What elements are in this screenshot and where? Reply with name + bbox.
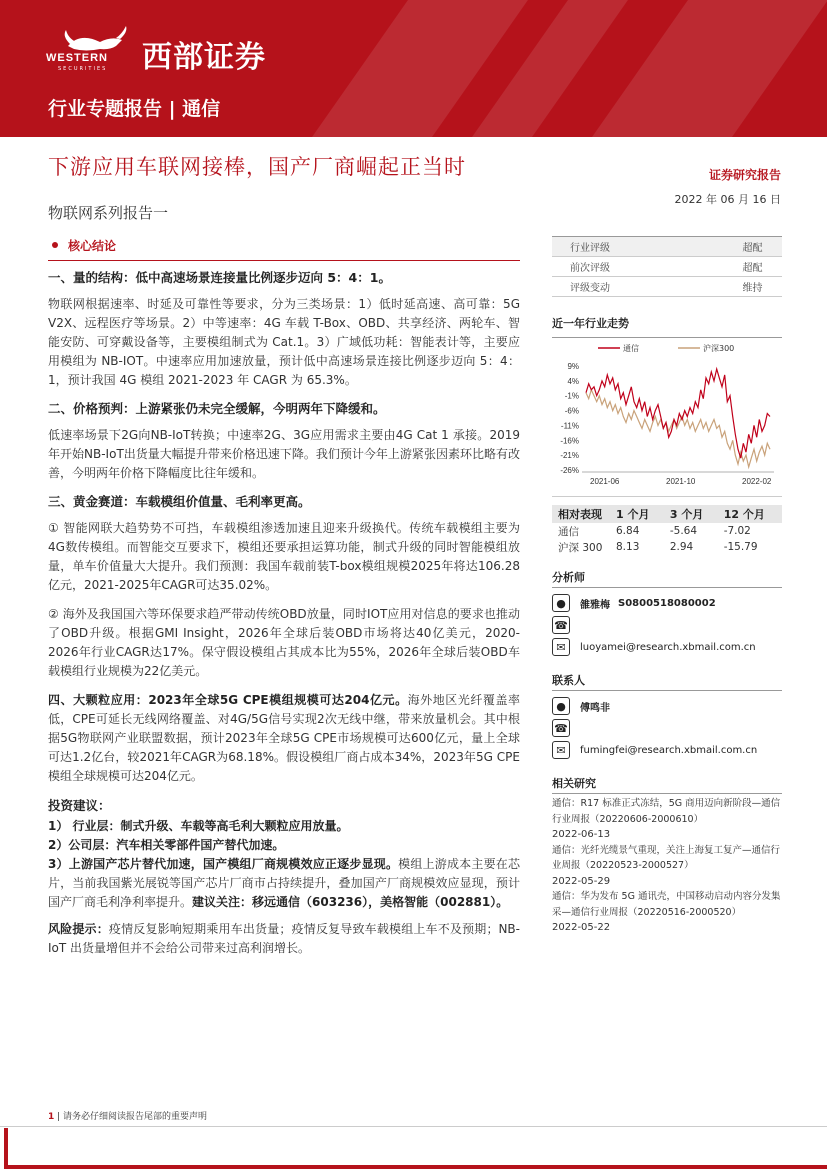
banner-stripe bbox=[592, 0, 827, 137]
related-item[interactable]: 通信：R17 标准正式冻结，5G 商用迈向新阶段—通信行业周报（20220606-2000610） bbox=[552, 798, 781, 825]
related-header: 相关研究 bbox=[552, 775, 782, 794]
heading-3: 三、黄金赛道：车载模组价值量、毛利率更高。 bbox=[48, 494, 311, 509]
phone-icon: ☎ bbox=[552, 616, 570, 634]
contact-name: 傅鸣非 bbox=[580, 702, 610, 714]
performance-header: 12 个月 bbox=[718, 505, 782, 523]
brand-name: 西部证券 bbox=[142, 40, 266, 75]
rating-row bbox=[552, 257, 782, 277]
logo-text: WESTERN bbox=[46, 52, 108, 64]
x-tick-label: 2021-06 bbox=[590, 477, 620, 486]
investment-point-3-head: 3）上游国产芯片替代加速，国产模组厂商规模效应正逐步显现。 bbox=[48, 857, 399, 871]
section-title: 核心结论 bbox=[68, 238, 117, 253]
related-date: 2022-06-13 bbox=[552, 829, 611, 840]
footer-note bbox=[48, 1109, 207, 1122]
rating-value: 超配 bbox=[742, 263, 763, 274]
series-line-csi300 bbox=[586, 390, 770, 467]
investment-point-3-body: 模组上游成本主要在芯片，当前我国紫光展锐等国产芯片厂商市占持续提升，叠加国产厂商规模效应显现，预计国产厂商毛利净利率提升。 bbox=[48, 857, 520, 909]
related-item[interactable]: 通信：华为发布 5G 通讯壳，中国移动启动内容分发集采—通信行业周报（20220516-2000520） bbox=[552, 891, 781, 918]
contact-email-row bbox=[552, 739, 782, 761]
contact-phone-row bbox=[552, 717, 782, 739]
risk-text: 疫情反复影响短期乘用车出货量；疫情反复导致车载模组上车不及预期；NB-IoT 出货量增但并不会给公司带来过高利润增长。 bbox=[48, 922, 520, 955]
y-tick-label: 4% bbox=[567, 376, 579, 386]
y-tick-label: -6% bbox=[564, 406, 579, 416]
divider bbox=[48, 260, 520, 261]
series-line-telecom bbox=[586, 369, 770, 458]
performance-cell: 6.84 bbox=[616, 525, 640, 537]
heading-1: 一、量的结构：低中高速场景连接量比例逐步迈向 5：4：1。 bbox=[48, 270, 391, 285]
performance-table bbox=[552, 505, 782, 555]
performance-cell: -15.79 bbox=[723, 541, 758, 553]
person-icon: ● bbox=[552, 697, 570, 715]
performance-cell: 8.13 bbox=[616, 541, 640, 553]
investment-point-3 bbox=[48, 855, 520, 912]
y-tick-label: -1% bbox=[564, 391, 579, 401]
legend-label: 沪深300 bbox=[703, 344, 735, 353]
paragraph-1: 物联网根据速率、时延及可靠性等要求，分为三类场景：1）低时延高速、高可靠：5G V2X、远程医疗等场景。2）中等速率：4G 车载 T-Box、OBD、共享经济、两轮车、智能安防、可穿戴设备等，主要模组制式为 Cat.1。3）广域低功耗：智能表计等，主要应用模组为 NB-IOT。中速率应用加速放量，预计低中高速场景连接比例逐步迈向 5：4：1，预计我国 4G 模组 2021-2023 年 CAGR 为 65.3%。 bbox=[48, 297, 520, 387]
main-content bbox=[48, 236, 520, 958]
related-list bbox=[552, 796, 782, 936]
risk-label: 风险提示： bbox=[48, 922, 109, 936]
person-icon: ● bbox=[552, 594, 570, 612]
related-date: 2022-05-29 bbox=[552, 875, 611, 887]
risk-note bbox=[48, 920, 520, 958]
investment-recommendation: 建议关注：移远通信（603236），美格智能（002881）。 bbox=[192, 895, 509, 909]
trend-chart-svg bbox=[552, 338, 782, 498]
y-tick-label: -16% bbox=[560, 436, 579, 446]
paragraph-4-text: 海外地区光纤覆盖率低，CPE可延长无线网络覆盖、对4G/5G信号实现2次无线中继，带来放量机会。其中根据5G物联网产业联盟数据，预计2023年全球5G CPE市场规模可达600亿元，量上全球可达1.2亿台，较2021年CAGR为68.18%。假设模组厂商占成本34%，2023年5G CPE模组全球规模可达204亿元。 bbox=[48, 693, 520, 783]
mail-icon: ✉ bbox=[552, 638, 570, 656]
y-tick-label: -11% bbox=[560, 421, 579, 431]
bullet-dot-icon bbox=[52, 242, 58, 248]
footer-accent bbox=[4, 1128, 8, 1169]
heading-4: 四、大颗粒应用：2023年全球5G CPE模组规模可达204亿元。 bbox=[48, 693, 408, 707]
rating-table bbox=[552, 236, 782, 297]
contact-header: 联系人 bbox=[552, 672, 782, 691]
paragraph-2: 低速率场景下2G向NB-IoT转换；中速率2G、3G应用需求主要由4G Cat 1 承接。2019年开始NB-IoT出货量大幅提升带来价格迅速下降。我们预计今年上游紧张因素环比略有改善，今明两年价格下降幅度比往年缓和。 bbox=[48, 428, 520, 480]
investment-title: 投资建议： bbox=[48, 798, 111, 813]
performance-cell: 2.94 bbox=[669, 541, 694, 553]
analyst-row bbox=[552, 592, 782, 614]
report-title: 下游应用车联网接棒，国产厂商崛起正当时 bbox=[48, 155, 466, 179]
paragraph-3a: ① 智能网联大趋势势不可挡，车载模组渗透加速且迎来升级换代。传统车载模组主要为4G数传模组。而智能交互要求下，模组还要承担运算功能，制式升级的同时智能模组放量，单车价值量大大提升。我们预测：我国车载前装T-box模组规模2025年将达106.28亿元，2021-2025年CAGR可达35.02%。 bbox=[48, 521, 520, 592]
performance-header-row bbox=[552, 505, 782, 523]
legend-label: 通信 bbox=[623, 344, 639, 353]
investment-point-2: 2）公司层：汽车相关零部件国产替代加速。 bbox=[48, 838, 285, 852]
performance-cell: 通信 bbox=[558, 525, 579, 538]
rating-value: 维持 bbox=[742, 283, 763, 294]
heading-2: 二、价格预判：上游紧张仍未完全缓解，今明两年下降缓和。 bbox=[48, 401, 386, 416]
rating-row bbox=[552, 237, 782, 257]
logo-subtext: SECURITIES bbox=[58, 66, 108, 72]
report-type: 行业专题报告 | 通信 bbox=[48, 98, 221, 120]
performance-cell: -5.64 bbox=[669, 525, 698, 537]
analyst-phone-row bbox=[552, 614, 782, 636]
analyst-cert: S0800518080002 bbox=[618, 597, 716, 609]
header-banner bbox=[0, 0, 827, 137]
rating-label: 行业评级 bbox=[552, 237, 723, 257]
analyst-header: 分析师 bbox=[552, 569, 782, 588]
performance-cell: 沪深 300 bbox=[558, 541, 603, 554]
performance-row bbox=[552, 523, 782, 539]
rating-label: 评级变动 bbox=[570, 283, 610, 294]
y-tick-label: -26% bbox=[560, 466, 579, 475]
page-number: 1 bbox=[48, 1112, 55, 1122]
phone-icon: ☎ bbox=[552, 719, 570, 737]
paragraph-3b: ② 海外及我国国六等环保要求趋严带动传统OBD放量，同时IOT应用对信息的要求也推动了OBD升级。根据GMI Insight，2026年全球后装OBD市场将达40亿美元，2020-2026年行业CAGR达17%。保守假设模组占其成本比为55%，2026年全球后装OBD车载模组行业规模为22亿美元。 bbox=[48, 607, 520, 678]
y-tick-label: 9% bbox=[567, 362, 579, 371]
rating-label: 前次评级 bbox=[570, 263, 610, 274]
performance-header: 3 个月 bbox=[664, 505, 718, 523]
section-header bbox=[48, 236, 520, 254]
x-tick-label: 2021-10 bbox=[666, 477, 696, 486]
chart-title: 近一年行业走势 bbox=[552, 317, 629, 330]
doc-label: 证券研究报告 bbox=[708, 168, 781, 182]
performance-cell: -7.02 bbox=[723, 525, 751, 537]
analyst-email-row bbox=[552, 636, 782, 658]
rating-row bbox=[552, 277, 782, 297]
analyst-name: 雒雅梅 bbox=[580, 599, 610, 611]
rating-value: 超配 bbox=[723, 237, 782, 257]
footer-disclaimer: | 请务必仔细阅读报告尾部的重要声明 bbox=[57, 1112, 208, 1122]
bull-logo-icon bbox=[40, 22, 140, 72]
report-date: 2022 年 06 月 16 日 bbox=[674, 193, 781, 206]
y-tick-label: -21% bbox=[560, 451, 579, 461]
footer-divider bbox=[0, 1126, 827, 1127]
mail-icon: ✉ bbox=[552, 741, 570, 759]
paragraph-4 bbox=[48, 691, 520, 786]
x-tick-label: 2022-02 bbox=[742, 477, 772, 486]
related-date: 2022-05-22 bbox=[552, 922, 611, 933]
analyst-email[interactable]: luoyamei@research.xbmail.com.cn bbox=[580, 641, 756, 653]
performance-header: 1 个月 bbox=[610, 505, 664, 523]
contact-email[interactable]: fumingfei@research.xbmail.com.cn bbox=[580, 744, 758, 756]
report-subtitle: 物联网系列报告一 bbox=[48, 204, 169, 222]
trend-chart bbox=[552, 337, 782, 497]
sidebar bbox=[552, 236, 782, 936]
performance-header: 相对表现 bbox=[552, 505, 610, 523]
performance-row bbox=[552, 539, 782, 555]
related-item[interactable]: 通信：光纤光缆景气重现，关注上海复工复产—通信行业周报（20220523-2000527） bbox=[552, 844, 781, 871]
footer-accent bbox=[4, 1165, 827, 1169]
contact-row bbox=[552, 695, 782, 717]
investment-point-1: 1） 行业层：制式升级、车载等高毛利大颗粒应用放量。 bbox=[48, 819, 349, 833]
